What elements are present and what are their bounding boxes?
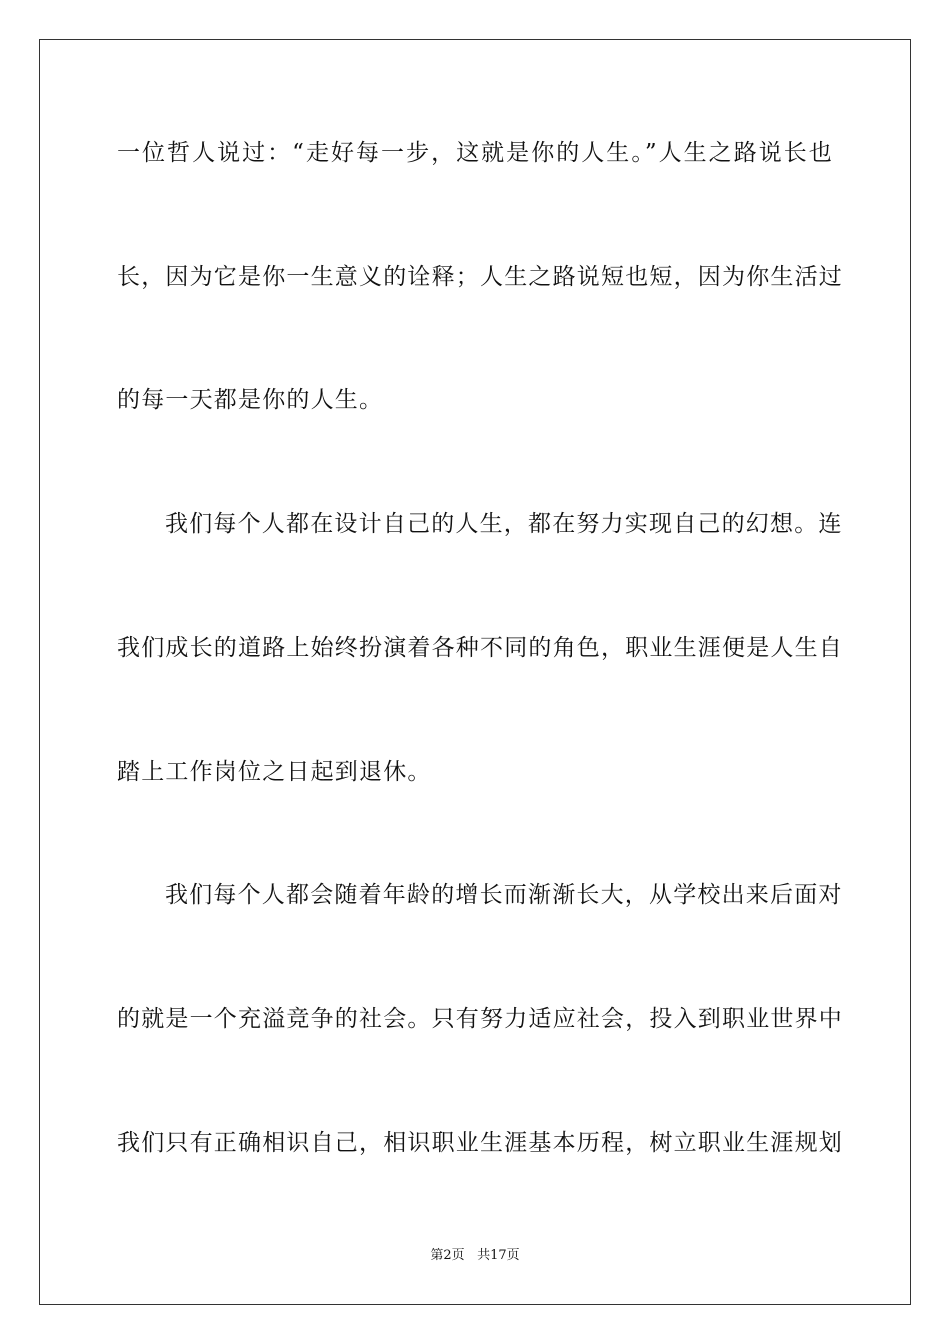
paragraph-line: 我们成长的道路上始终扮演着各种不同的角色，职业生涯便是人生自 (117, 635, 843, 661)
page-number: 第2页 (430, 1248, 465, 1263)
page-footer (0, 1247, 950, 1265)
paragraph-line: 踏上工作岗位之日起到退休。 (117, 759, 432, 785)
paragraph-line: 的就是一个充溢竞争的社会。只有努力适应社会，投入到职业世界中 (117, 1006, 843, 1032)
paragraph-line: 我们每个人都在设计自己的人生，都在努力实现自己的幻想。连 (165, 511, 843, 537)
paragraph-line: 一位哲人说过：“走好每一步，这就是你的人生。”人生之路说长也 (117, 140, 833, 166)
paragraph-line: 的每一天都是你的人生。 (117, 387, 384, 413)
page-border (39, 39, 911, 1305)
page-total: 共17页 (477, 1248, 520, 1263)
footer-spacer (465, 1248, 477, 1263)
paragraph-line: 长，因为它是你一生意义的诠释；人生之路说短也短，因为你生活过 (117, 264, 843, 290)
paragraph-line: 我们只有正确相识自己，相识职业生涯基本历程，树立职业生涯规划 (117, 1130, 843, 1156)
paragraph-line: 我们每个人都会随着年龄的增长而渐渐长大，从学校出来后面对 (165, 882, 843, 908)
